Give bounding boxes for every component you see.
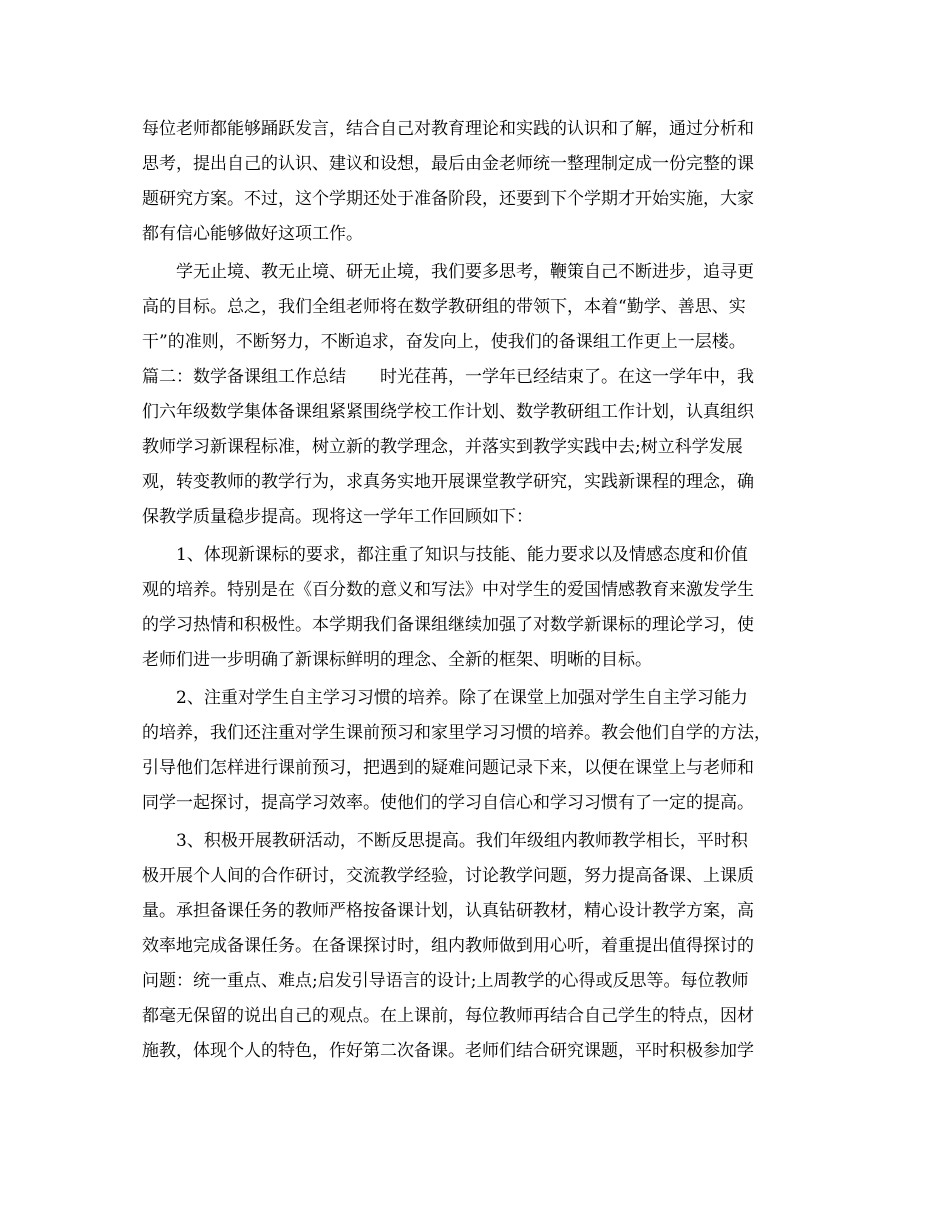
text-line: 保教学质量稳步提高。现将这一学年工作回顾如下： <box>142 507 533 527</box>
text-line: 效率地完成备课任务。在备课探讨时，组内教师做到用心听，着重提出值得探讨的 <box>142 936 754 956</box>
text-line: 观的培养。特别是在《百分数的意义和写法》中对学生的爱国情感教育来激发学生 <box>142 580 754 600</box>
text-line: 观，转变教师的教学行为，求真务实地开展课堂教学研究，实践新课程的理念，确 <box>142 472 754 492</box>
text-line: 每位老师都能够踊跃发言，结合自己对教育理论和实践的认识和了解，通过分析和 <box>142 119 754 139</box>
text-line: 学无止境、教无止境、研无止境，我们要多思考，鞭策自己不断进步，追寻更 <box>176 262 754 282</box>
text-line: 都毫无保留的说出自己的观点。在上课前，每位教师再结合自己学生的特点，因材 <box>142 1006 754 1026</box>
text-line: 同学一起探讨，提高学习效率。使他们的学习自信心和学习习惯有了一定的提高。 <box>142 793 754 813</box>
text-line: 都有信心能够做好这项工作。 <box>142 224 363 244</box>
text-line: 高的目标。总之，我们全组老师将在数学教研组的带领下，本着“勤学、善思、实 <box>142 297 746 317</box>
text-line: 干”的准则，不断努力，不断追求，奋发向上，使我们的备课组工作更上一层楼。 <box>142 332 746 352</box>
text-line: 的学习热情和积极性。本学期我们备课组继续加强了对数学新课标的理论学习，使 <box>142 615 754 635</box>
text-line: 篇二：数学备课组工作总结 时光荏苒，一学年已经结束了。在这一学年中，我 <box>142 367 754 387</box>
text-line: 们六年级数学集体备课组紧紧围绕学校工作计划、数学教研组工作计划，认真组织 <box>142 402 754 422</box>
text-line: 3、积极开展教研活动，不断反思提高。我们年级组内教师教学相长，平时积 <box>176 831 748 851</box>
text-line: 的培养，我们还注重对学生课前预习和家里学习习惯的培养。教会他们自学的方法， <box>142 723 771 743</box>
text-line: 引导他们怎样进行课前预习，把遇到的疑难问题记录下来，以便在课堂上与老师和 <box>142 758 754 778</box>
text-line: 思考，提出自己的认识、建议和设想，最后由金老师统一整理制定成一份完整的课 <box>142 154 754 174</box>
text-line: 1、体现新课标的要求，都注重了知识与技能、能力要求以及情感态度和价值 <box>176 545 748 565</box>
text-line: 极开展个人间的合作研讨，交流教学经验，讨论教学问题，努力提高备课、上课质 <box>142 866 754 886</box>
text-line: 2、注重对学生自主学习习惯的培养。除了在课堂上加强对学生自主学习能力 <box>176 688 748 708</box>
text-line: 施教，体现个人的特色，作好第二次备课。老师们结合研究课题，平时积极参加学 <box>142 1041 754 1061</box>
text-line: 题研究方案。不过，这个学期还处于准备阶段，还要到下个学期才开始实施，大家 <box>142 189 754 209</box>
text-line: 教师学习新课程标准，树立新的教学理念，并落实到教学实践中去;树立科学发展 <box>142 437 743 457</box>
text-line: 老师们进一步明确了新课标鲜明的理念、全新的框架、明晰的目标。 <box>142 650 652 670</box>
text-line: 问题：统一重点、难点;启发引导语言的设计;上周教学的心得或反思等。每位教师 <box>142 971 749 991</box>
text-line: 量。承担备课任务的教师严格按备课计划，认真钻研教材，精心设计教学方案，高 <box>142 901 754 921</box>
